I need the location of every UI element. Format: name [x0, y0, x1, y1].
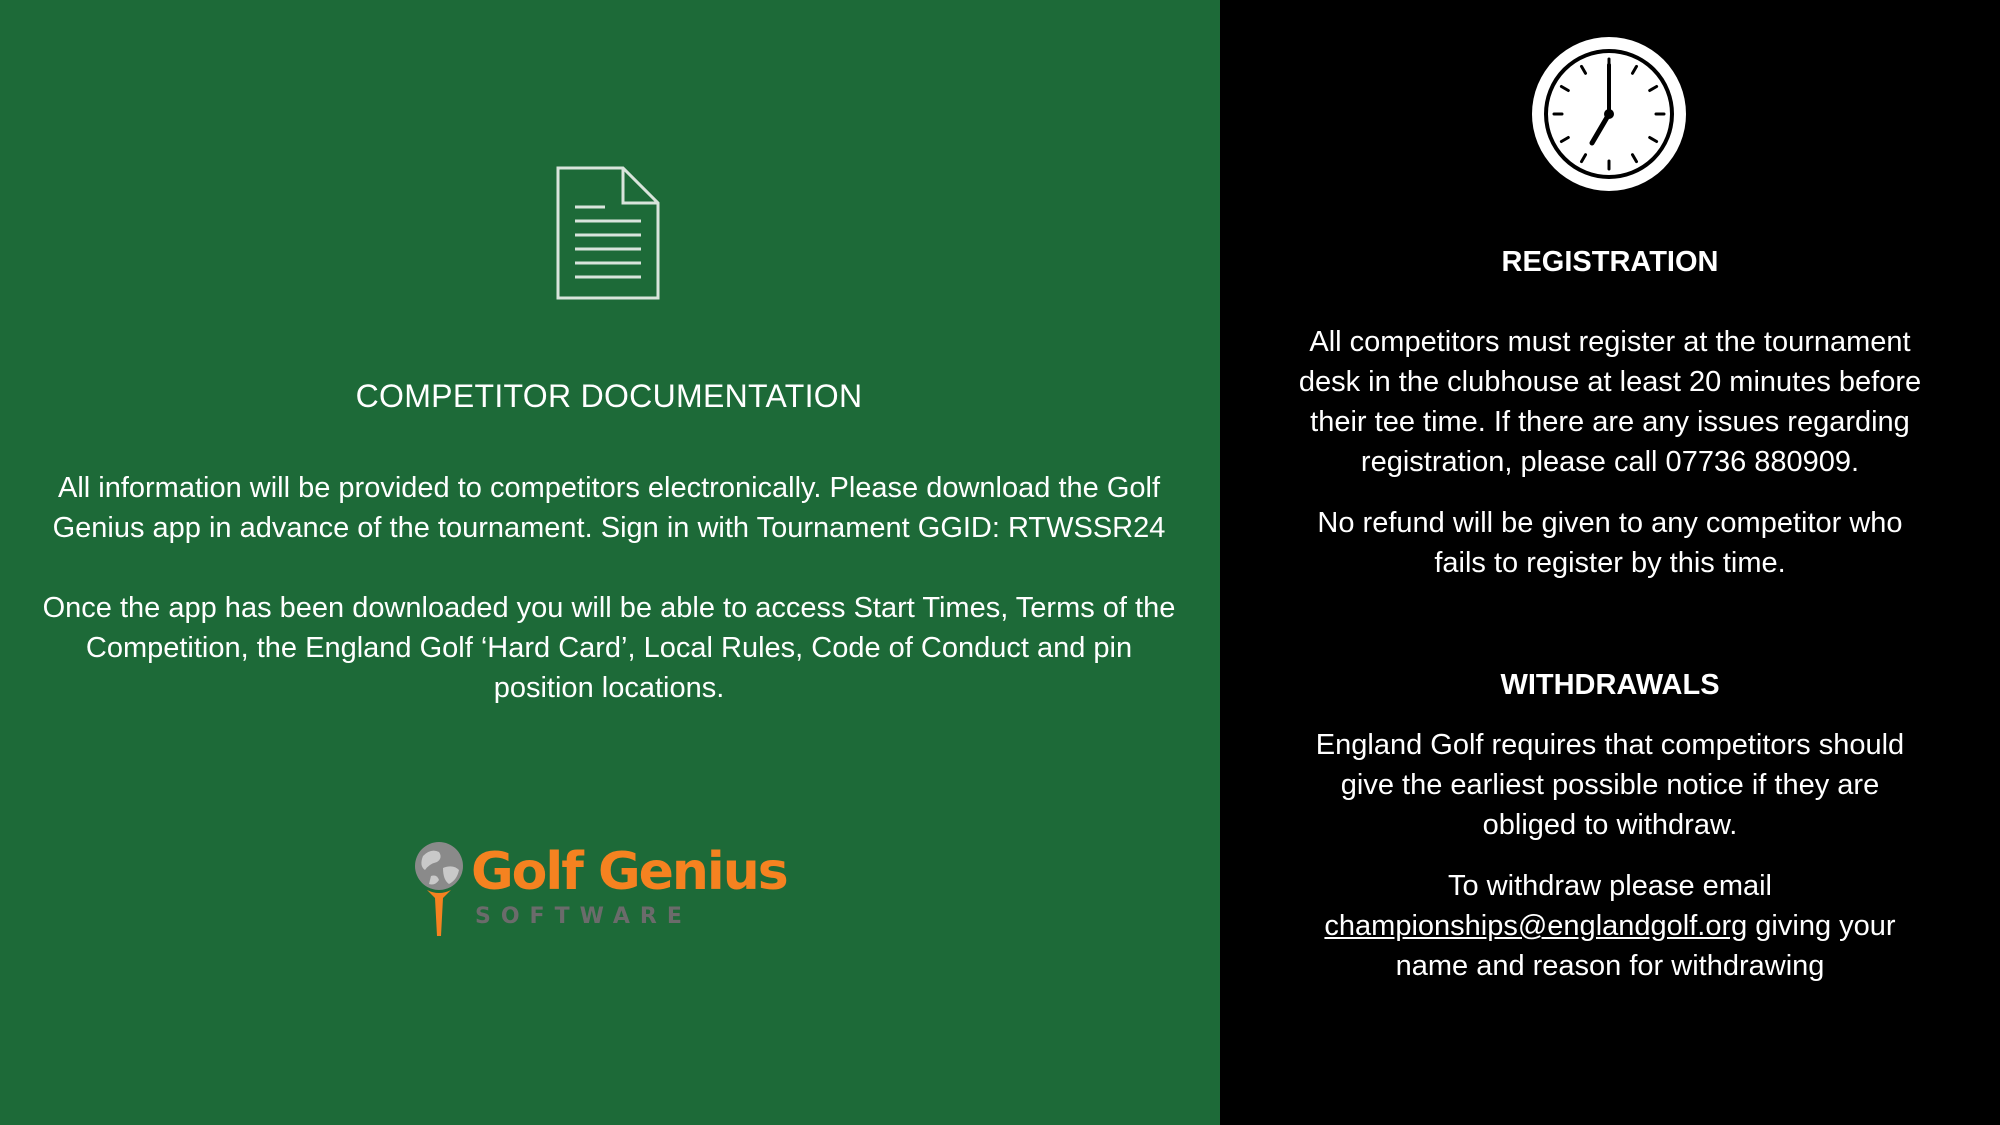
withdrawals-paragraph-1-line-2: give the earliest possible notice if they are	[1340, 769, 1880, 801]
withdrawals-heading: WITHDRAWALS	[1500, 669, 1720, 701]
documentation-paragraph-2	[0, 588, 1218, 708]
documentation-paragraph-1-line-2: Genius app in advance of the tournament. Sign in with Tournament GGID: RTWSSR24	[52, 512, 1166, 544]
withdrawals-paragraph-1	[1270, 725, 1950, 845]
document-icon	[555, 165, 661, 301]
competitor-documentation-heading: COMPETITOR DOCUMENTATION	[355, 378, 863, 414]
registration-paragraph-1-line-3: their tee time. If there are any issues regarding	[1310, 406, 1910, 438]
withdrawals-paragraph-2-line-1: To withdraw please email	[1448, 870, 1772, 902]
registration-paragraph-1-line-2: desk in the clubhouse at least 20 minutes before	[1298, 366, 1922, 398]
withdrawals-paragraph-2-line-2-rest: giving your	[1747, 910, 1896, 942]
registration-paragraph-2-line-1: No refund will be given to any competitor who	[1317, 507, 1903, 539]
withdrawals-paragraph-2	[1270, 866, 1950, 986]
golf-ball-tee-icon	[413, 840, 465, 940]
registration-paragraph-1-line-4: registration, please call 07736 880909.	[1360, 446, 1860, 478]
registration-paragraph-2	[1270, 503, 1950, 583]
golf-genius-logo	[413, 838, 813, 943]
documentation-paragraph-2-line-1: Once the app has been downloaded you will be able to access Start Times, Terms of the	[42, 592, 1176, 624]
logo-wordmark: Golf Genius	[471, 842, 787, 902]
documentation-paragraph-2-line-2: Competition, the England Golf ‘Hard Card’, Local Rules, Code of Conduct and pin	[85, 632, 1133, 664]
logo-subtitle: SOFTWARE	[475, 904, 692, 929]
registration-paragraph-2-line-2: fails to register by this time.	[1434, 547, 1786, 579]
registration-heading: REGISTRATION	[1501, 246, 1719, 278]
registration-paragraph-1	[1270, 322, 1950, 482]
documentation-paragraph-1-line-1: All information will be provided to competitors electronically. Please download the Golf	[57, 472, 1160, 504]
withdrawals-paragraph-2-line-3: name and reason for withdrawing	[1395, 950, 1825, 982]
clock-icon	[1530, 35, 1688, 193]
championships-email-link[interactable]: championships@englandgolf.org	[1324, 910, 1748, 942]
withdrawals-paragraph-1-line-3: obliged to withdraw.	[1482, 809, 1738, 841]
documentation-paragraph-1	[0, 468, 1218, 548]
documentation-paragraph-2-line-3: position locations.	[493, 672, 725, 704]
withdrawals-paragraph-2-line-2	[1270, 906, 1950, 946]
registration-paragraph-1-line-1: All competitors must register at the tournament	[1309, 326, 1911, 358]
withdrawals-paragraph-1-line-1: England Golf requires that competitors should	[1315, 729, 1905, 761]
